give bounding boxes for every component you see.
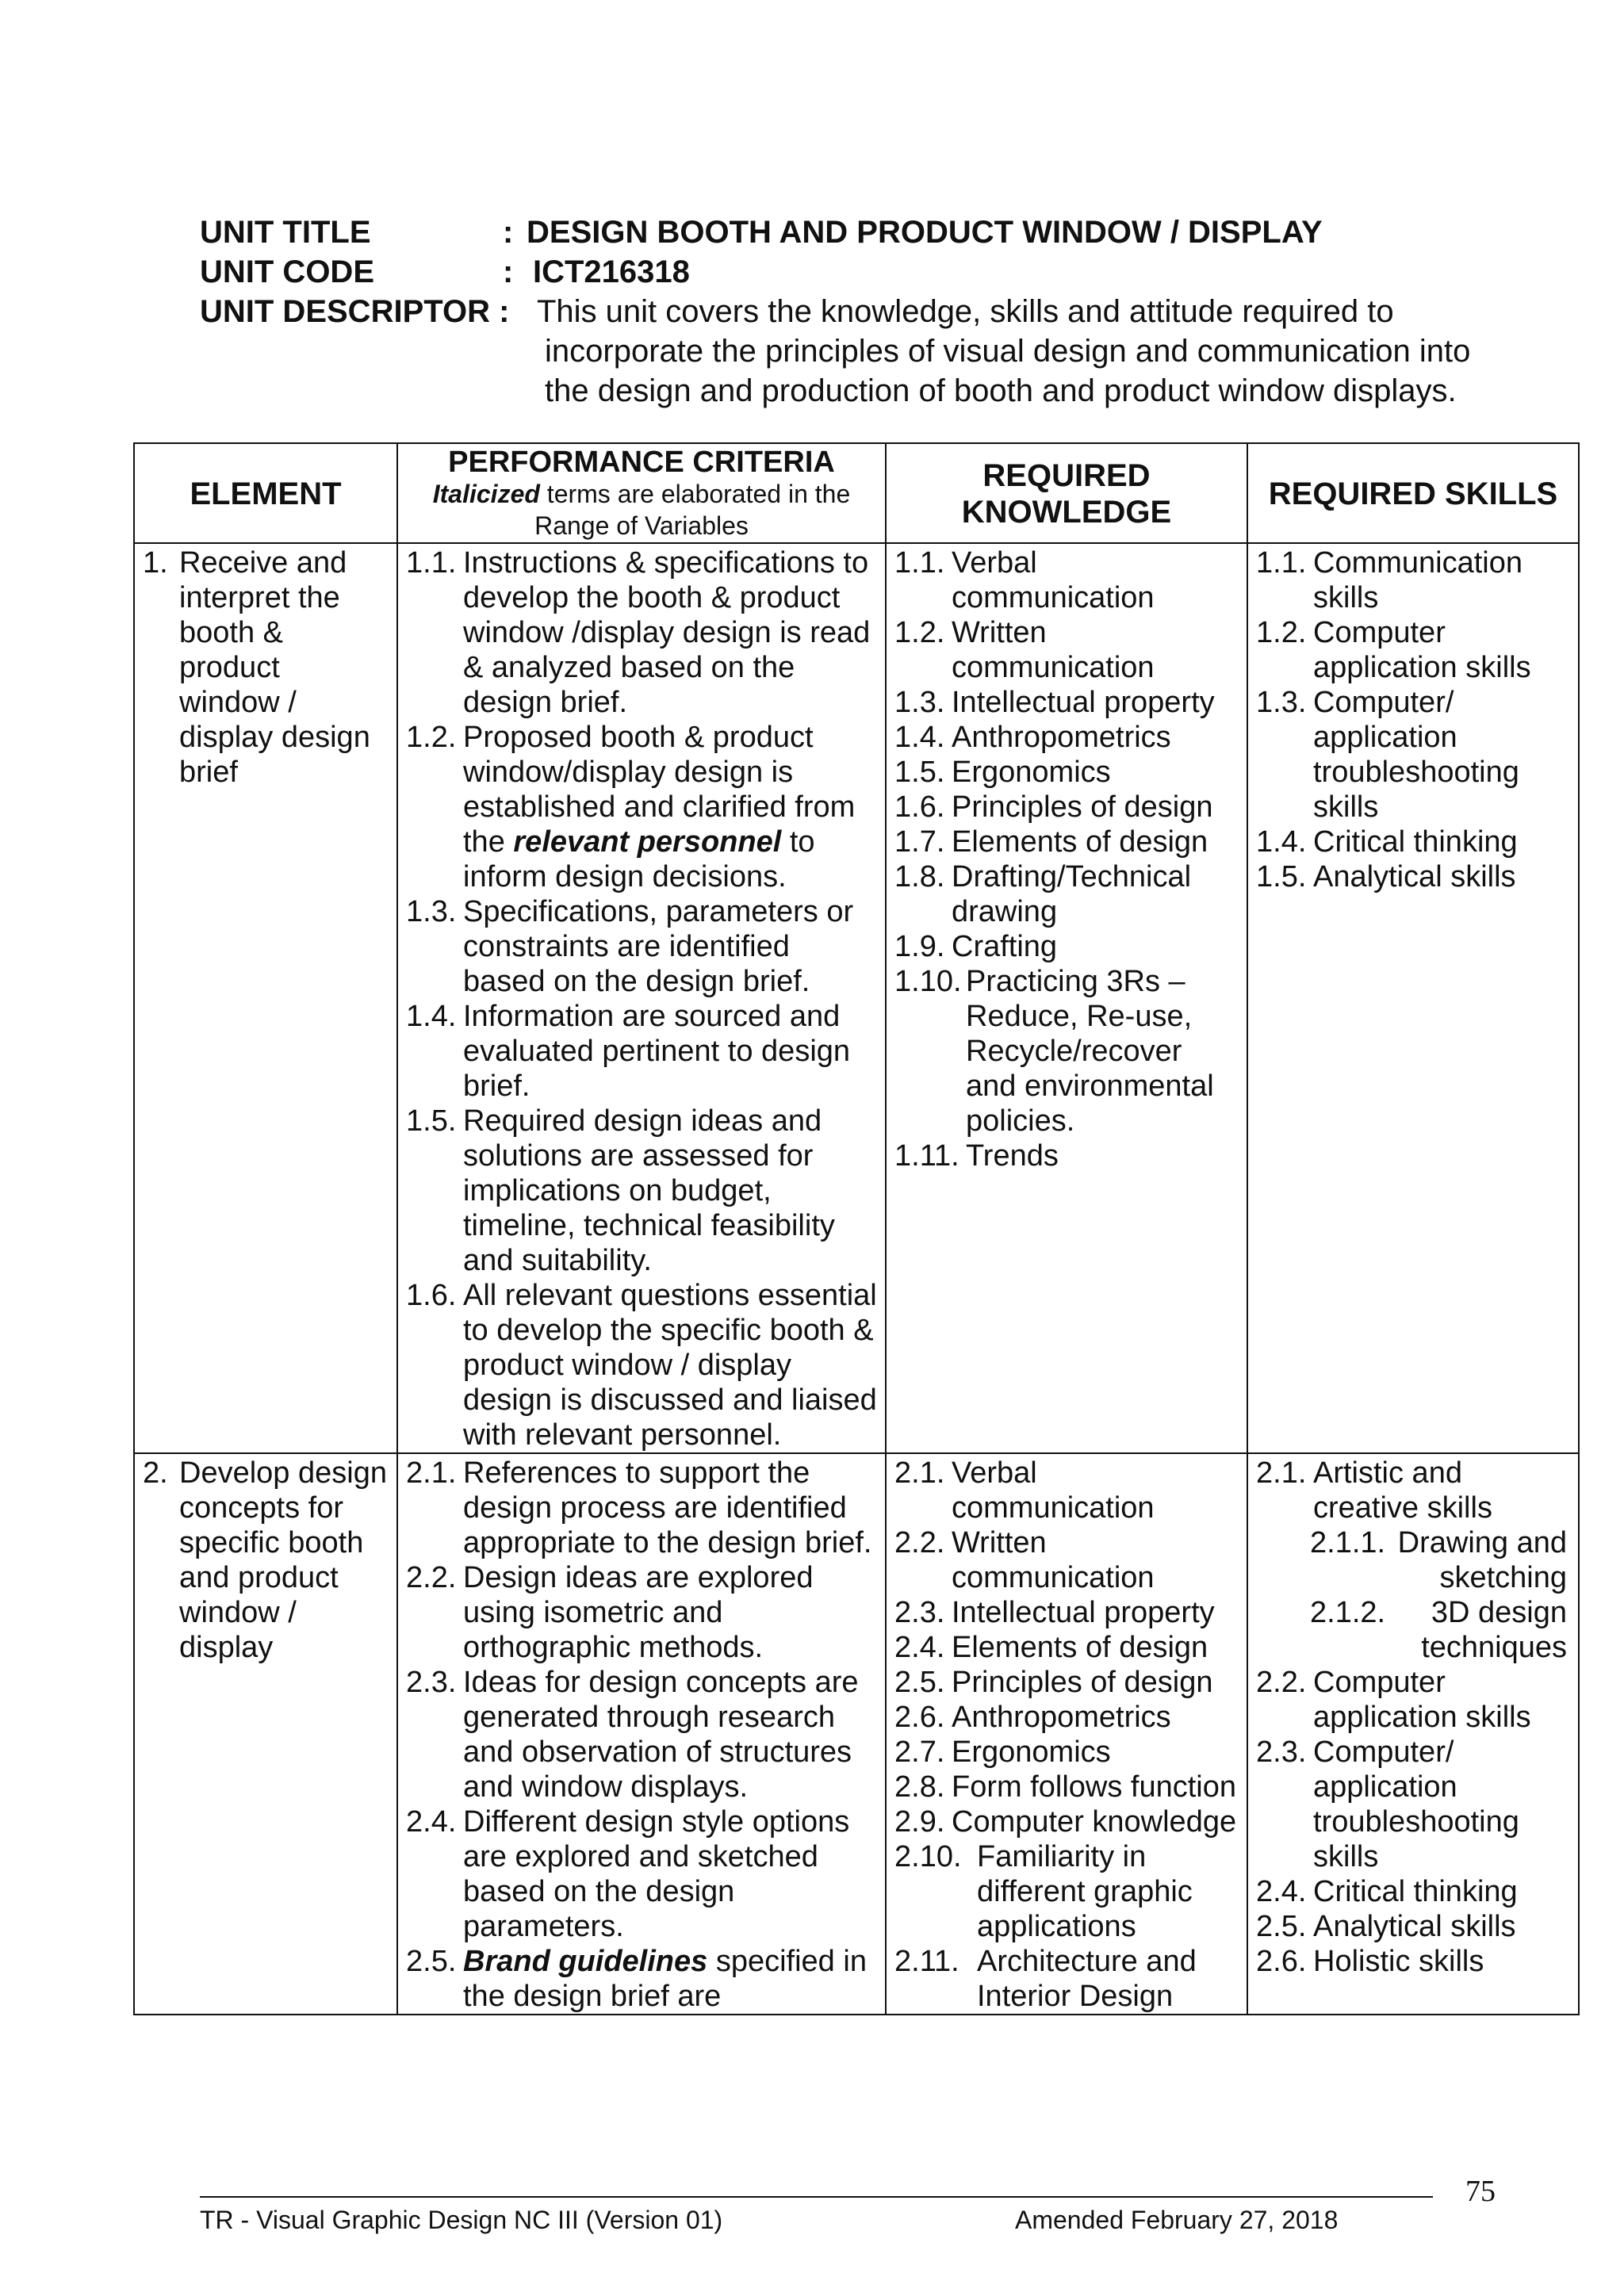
skill-subitem (1256, 1525, 1570, 1595)
colon: : (503, 254, 514, 289)
knowledge-item (894, 1944, 1239, 2014)
knowledge-number: 1.2. (894, 616, 945, 649)
unit-descriptor-label: UNIT DESCRIPTOR : (200, 294, 510, 329)
skill-number: 1.4. (1256, 825, 1307, 859)
criterion-text: Design ideas are explored using isometric and orthographic methods. (463, 1561, 814, 1664)
skill-number: 2.5. (1256, 1910, 1307, 1943)
knowledge-item (894, 1630, 1239, 1665)
criterion-text: Required design ideas and solutions are assessed for implications on budget, timeline, technical feasibility and suitability. (463, 1104, 835, 1277)
knowledge-text: Architecture and Interior Design (977, 1945, 1197, 2013)
unit-descriptor-row (200, 292, 1548, 411)
skill-text: Artistic and creative skills (1313, 1456, 1492, 1525)
criterion-number: 2.1. (406, 1456, 457, 1490)
descriptor-line: This unit covers the knowledge, skills and attitude required to (537, 294, 1394, 329)
knowledge-text: Trends (966, 1139, 1059, 1173)
element-item (143, 1456, 389, 1665)
knowledge-number: 1.3. (894, 686, 945, 719)
knowledge-text: Form follows function (952, 1770, 1237, 1804)
knowledge-text: Verbal communication (952, 546, 1155, 614)
skill-item (1256, 1665, 1570, 1735)
knowledge-number: 2.4. (894, 1631, 945, 1664)
descriptor-line: the design and production of booth and product window displays. (545, 373, 1457, 408)
skill-subitem (1256, 1595, 1570, 1665)
knowledge-text: Elements of design (952, 825, 1208, 859)
skill-text: Holistic skills (1313, 1945, 1484, 1978)
knowledge-number: 1.6. (894, 790, 945, 824)
knowledge-text: Practicing 3Rs – Reduce, Re-use, Recycle/recover and environmental policies. (966, 965, 1214, 1138)
skill-number: 1.1. (1256, 546, 1307, 580)
footer-rule (200, 2196, 1433, 2198)
criterion-text-post: to inform design decisions. (463, 825, 815, 894)
element-cell (134, 543, 397, 1453)
header-performance-criteria (397, 443, 886, 543)
skill-item (1256, 1874, 1570, 1909)
knowledge-number: 1.4. (894, 721, 945, 754)
page-number: 75 (1465, 2175, 1496, 2208)
table-body (134, 543, 1579, 2015)
skill-number: 2.1.2. (1310, 1596, 1386, 1629)
knowledge-text: Familiarity in different graphic applications (977, 1840, 1193, 1943)
table-row (134, 1453, 1579, 2015)
knowledge-number: 2.10. (894, 1840, 962, 1873)
knowledge-item (894, 1804, 1239, 1839)
skill-text: Analytical skills (1313, 1910, 1516, 1943)
knowledge-number: 1.9. (894, 930, 945, 963)
knowledge-text: Elements of design (952, 1631, 1208, 1664)
skill-item (1256, 615, 1570, 685)
range-of-variables-term: relevant personnel (513, 825, 782, 859)
knowledge-item (894, 1595, 1239, 1630)
table-header-row (134, 443, 1579, 543)
knowledge-number: 2.5. (894, 1666, 945, 1699)
unit-title-label: UNIT TITLE (200, 215, 371, 250)
knowledge-text: Written communication (952, 616, 1155, 684)
skill-number: 2.6. (1256, 1945, 1307, 1978)
knowledge-item (894, 720, 1239, 755)
skill-text: Analytical skills (1313, 860, 1516, 894)
unit-code: ICT216318 (533, 254, 690, 289)
criterion-item (406, 720, 877, 894)
required-skills-cell (1247, 543, 1579, 1453)
skill-text: Critical thinking (1313, 825, 1518, 859)
knowledge-number: 2.2. (894, 1526, 945, 1559)
header-required-knowledge: REQUIRED KNOWLEDGE (886, 443, 1247, 543)
knowledge-text: Crafting (952, 930, 1058, 963)
skill-text: Computer/ application troubleshooting skills (1313, 1735, 1519, 1873)
knowledge-item (894, 1735, 1239, 1770)
criterion-number: 1.2. (406, 721, 457, 754)
criterion-text: Different design style options are explored and sketched based on the design parameters. (463, 1805, 850, 1943)
criterion-number: 2.4. (406, 1805, 457, 1839)
skill-item (1256, 1944, 1570, 1979)
criterion-item (406, 1804, 877, 1944)
range-of-variables-term: Brand guidelines (463, 1945, 708, 1978)
knowledge-text: Anthropometrics (952, 721, 1171, 754)
knowledge-item (894, 1456, 1239, 1525)
knowledge-item (894, 1839, 1239, 1944)
element-number: 1. (143, 546, 168, 580)
header-element: ELEMENT (134, 443, 397, 543)
knowledge-text: Anthropometrics (952, 1701, 1171, 1734)
criterion-number: 1.3. (406, 895, 457, 928)
unit-header (200, 212, 1548, 411)
criterion-text: Instructions & specifications to develop the booth & product window /display design is read & analyzed based on the design brief. (463, 546, 871, 719)
unit-title: DESIGN BOOTH AND PRODUCT WINDOW / DISPLAY (527, 215, 1323, 250)
skill-text: Critical thinking (1313, 1875, 1518, 1908)
criterion-item (406, 1560, 877, 1665)
knowledge-item (894, 545, 1239, 615)
skill-item (1256, 545, 1570, 615)
skill-text: Communication skills (1313, 546, 1522, 614)
skill-text: Computer application skills (1313, 616, 1531, 684)
knowledge-text: Principles of design (952, 1666, 1213, 1699)
knowledge-number: 2.6. (894, 1701, 945, 1734)
criterion-text-pre: Proposed booth & product window/display design is established and clarified from the (463, 721, 856, 859)
knowledge-item (894, 929, 1239, 964)
table-row (134, 543, 1579, 1453)
criterion-item (406, 1944, 877, 2014)
knowledge-item (894, 685, 1239, 720)
criterion-number: 1.6. (406, 1279, 457, 1312)
knowledge-text: Written communication (952, 1526, 1155, 1594)
knowledge-number: 1.1. (894, 546, 945, 580)
skill-number: 1.5. (1256, 860, 1307, 894)
knowledge-number: 1.5. (894, 756, 945, 789)
skill-text: Drawing and sketching (1397, 1526, 1567, 1594)
element-number: 2. (143, 1456, 168, 1490)
criterion-text: Ideas for design concepts are generated through research and observation of structures and window displays. (463, 1666, 859, 1804)
criterion-text: Specifications, parameters or constraints are identified based on the design brief. (463, 895, 854, 998)
skill-number: 2.3. (1256, 1735, 1307, 1769)
criterion-number: 1.1. (406, 546, 457, 580)
criterion-text-post: specified in the design brief are (463, 1945, 867, 2013)
knowledge-number: 2.7. (894, 1735, 945, 1769)
required-knowledge-cell (886, 543, 1247, 1453)
skill-item (1256, 1456, 1570, 1525)
skill-number: 2.4. (1256, 1875, 1307, 1908)
knowledge-item (894, 859, 1239, 929)
skill-number: 2.1.1. (1310, 1526, 1386, 1559)
knowledge-number: 2.8. (894, 1770, 945, 1804)
skill-text: Computer/ application troubleshooting skills (1313, 686, 1519, 824)
criterion-item (406, 999, 877, 1104)
knowledge-text: Intellectual property (952, 1596, 1215, 1629)
criterion-text: References to support the design process are identified appropriate to the design brief. (463, 1456, 872, 1559)
footer-document-title: TR - Visual Graphic Design NC III (Version 01) (200, 2206, 723, 2234)
knowledge-text: Ergonomics (952, 756, 1111, 789)
criterion-item (406, 1665, 877, 1804)
criterion-item (406, 545, 877, 720)
skill-text: 3D design techniques (1421, 1596, 1567, 1664)
unit-code-row (200, 252, 1548, 292)
knowledge-text: Verbal communication (952, 1456, 1155, 1525)
colon: : (503, 215, 514, 250)
criterion-number: 2.2. (406, 1561, 457, 1594)
knowledge-number: 2.1. (894, 1456, 945, 1490)
pc-note: Italicized terms are elaborated in the Range of Variables (432, 480, 851, 540)
skill-number: 1.2. (1256, 616, 1307, 649)
criterion-number: 2.3. (406, 1666, 457, 1699)
knowledge-number: 1.10. (894, 965, 962, 998)
knowledge-text: Intellectual property (952, 686, 1215, 719)
knowledge-number: 1.7. (894, 825, 945, 859)
skill-number: 2.2. (1256, 1666, 1307, 1699)
skill-number: 1.3. (1256, 686, 1307, 719)
competency-table (133, 442, 1580, 2015)
knowledge-item (894, 1700, 1239, 1735)
knowledge-item (894, 1138, 1239, 1173)
knowledge-text: Principles of design (952, 790, 1213, 824)
knowledge-text: Ergonomics (952, 1735, 1111, 1769)
footer-amended-date: Amended February 27, 2018 (1015, 2206, 1339, 2234)
unit-code-label: UNIT CODE (200, 254, 374, 289)
knowledge-item (894, 790, 1239, 825)
required-knowledge-cell (886, 1453, 1247, 2015)
element-item (143, 545, 389, 790)
knowledge-item (894, 755, 1239, 790)
skill-item (1256, 685, 1570, 825)
knowledge-item (894, 615, 1239, 685)
skill-item (1256, 1909, 1570, 1944)
performance-criteria-cell (397, 1453, 886, 2015)
knowledge-item (894, 964, 1239, 1138)
knowledge-number: 1.8. (894, 860, 945, 894)
knowledge-text: Drafting/Technical drawing (952, 860, 1192, 928)
unit-descriptor (537, 292, 1520, 411)
skill-text: Computer application skills (1313, 1666, 1531, 1734)
pc-title: PERFORMANCE CRITERIA (448, 446, 835, 479)
skill-item (1256, 825, 1570, 859)
criterion-item (406, 1278, 877, 1452)
knowledge-text: Computer knowledge (952, 1805, 1237, 1839)
knowledge-item (894, 825, 1239, 859)
criterion-item (406, 894, 877, 999)
knowledge-number: 2.11. (894, 1945, 959, 1978)
skill-item (1256, 1735, 1570, 1874)
performance-criteria-cell (397, 543, 886, 1453)
criterion-item (406, 1456, 877, 1560)
element-text: Receive and interpret the booth & product window / display design brief (179, 546, 370, 789)
criterion-text (463, 720, 877, 894)
knowledge-item (894, 1770, 1239, 1804)
unit-title-row (200, 212, 1548, 252)
descriptor-line: incorporate the principles of visual design and communication into (545, 334, 1471, 369)
skill-number: 2.1. (1256, 1456, 1307, 1490)
knowledge-item (894, 1525, 1239, 1595)
element-text: Develop design concepts for specific booth and product window / display (179, 1456, 387, 1664)
header-required-skills: REQUIRED SKILLS (1247, 443, 1579, 543)
skill-item (1256, 859, 1570, 894)
criterion-number: 2.5. (406, 1945, 457, 1978)
criterion-text: All relevant questions essential to develop the specific booth & product window / display design is discussed and liaised with relevant personnel. (463, 1279, 877, 1452)
criterion-text: Information are sourced and evaluated pertinent to design brief. (463, 1000, 851, 1103)
knowledge-number: 2.9. (894, 1805, 945, 1839)
criterion-number: 1.4. (406, 1000, 457, 1033)
knowledge-number: 2.3. (894, 1596, 945, 1629)
knowledge-item (894, 1665, 1239, 1700)
element-cell (134, 1453, 397, 2015)
knowledge-number: 1.11. (894, 1139, 959, 1173)
required-skills-cell (1247, 1453, 1579, 2015)
criterion-number: 1.5. (406, 1104, 457, 1138)
criterion-text (463, 1944, 877, 2014)
criterion-item (406, 1104, 877, 1278)
